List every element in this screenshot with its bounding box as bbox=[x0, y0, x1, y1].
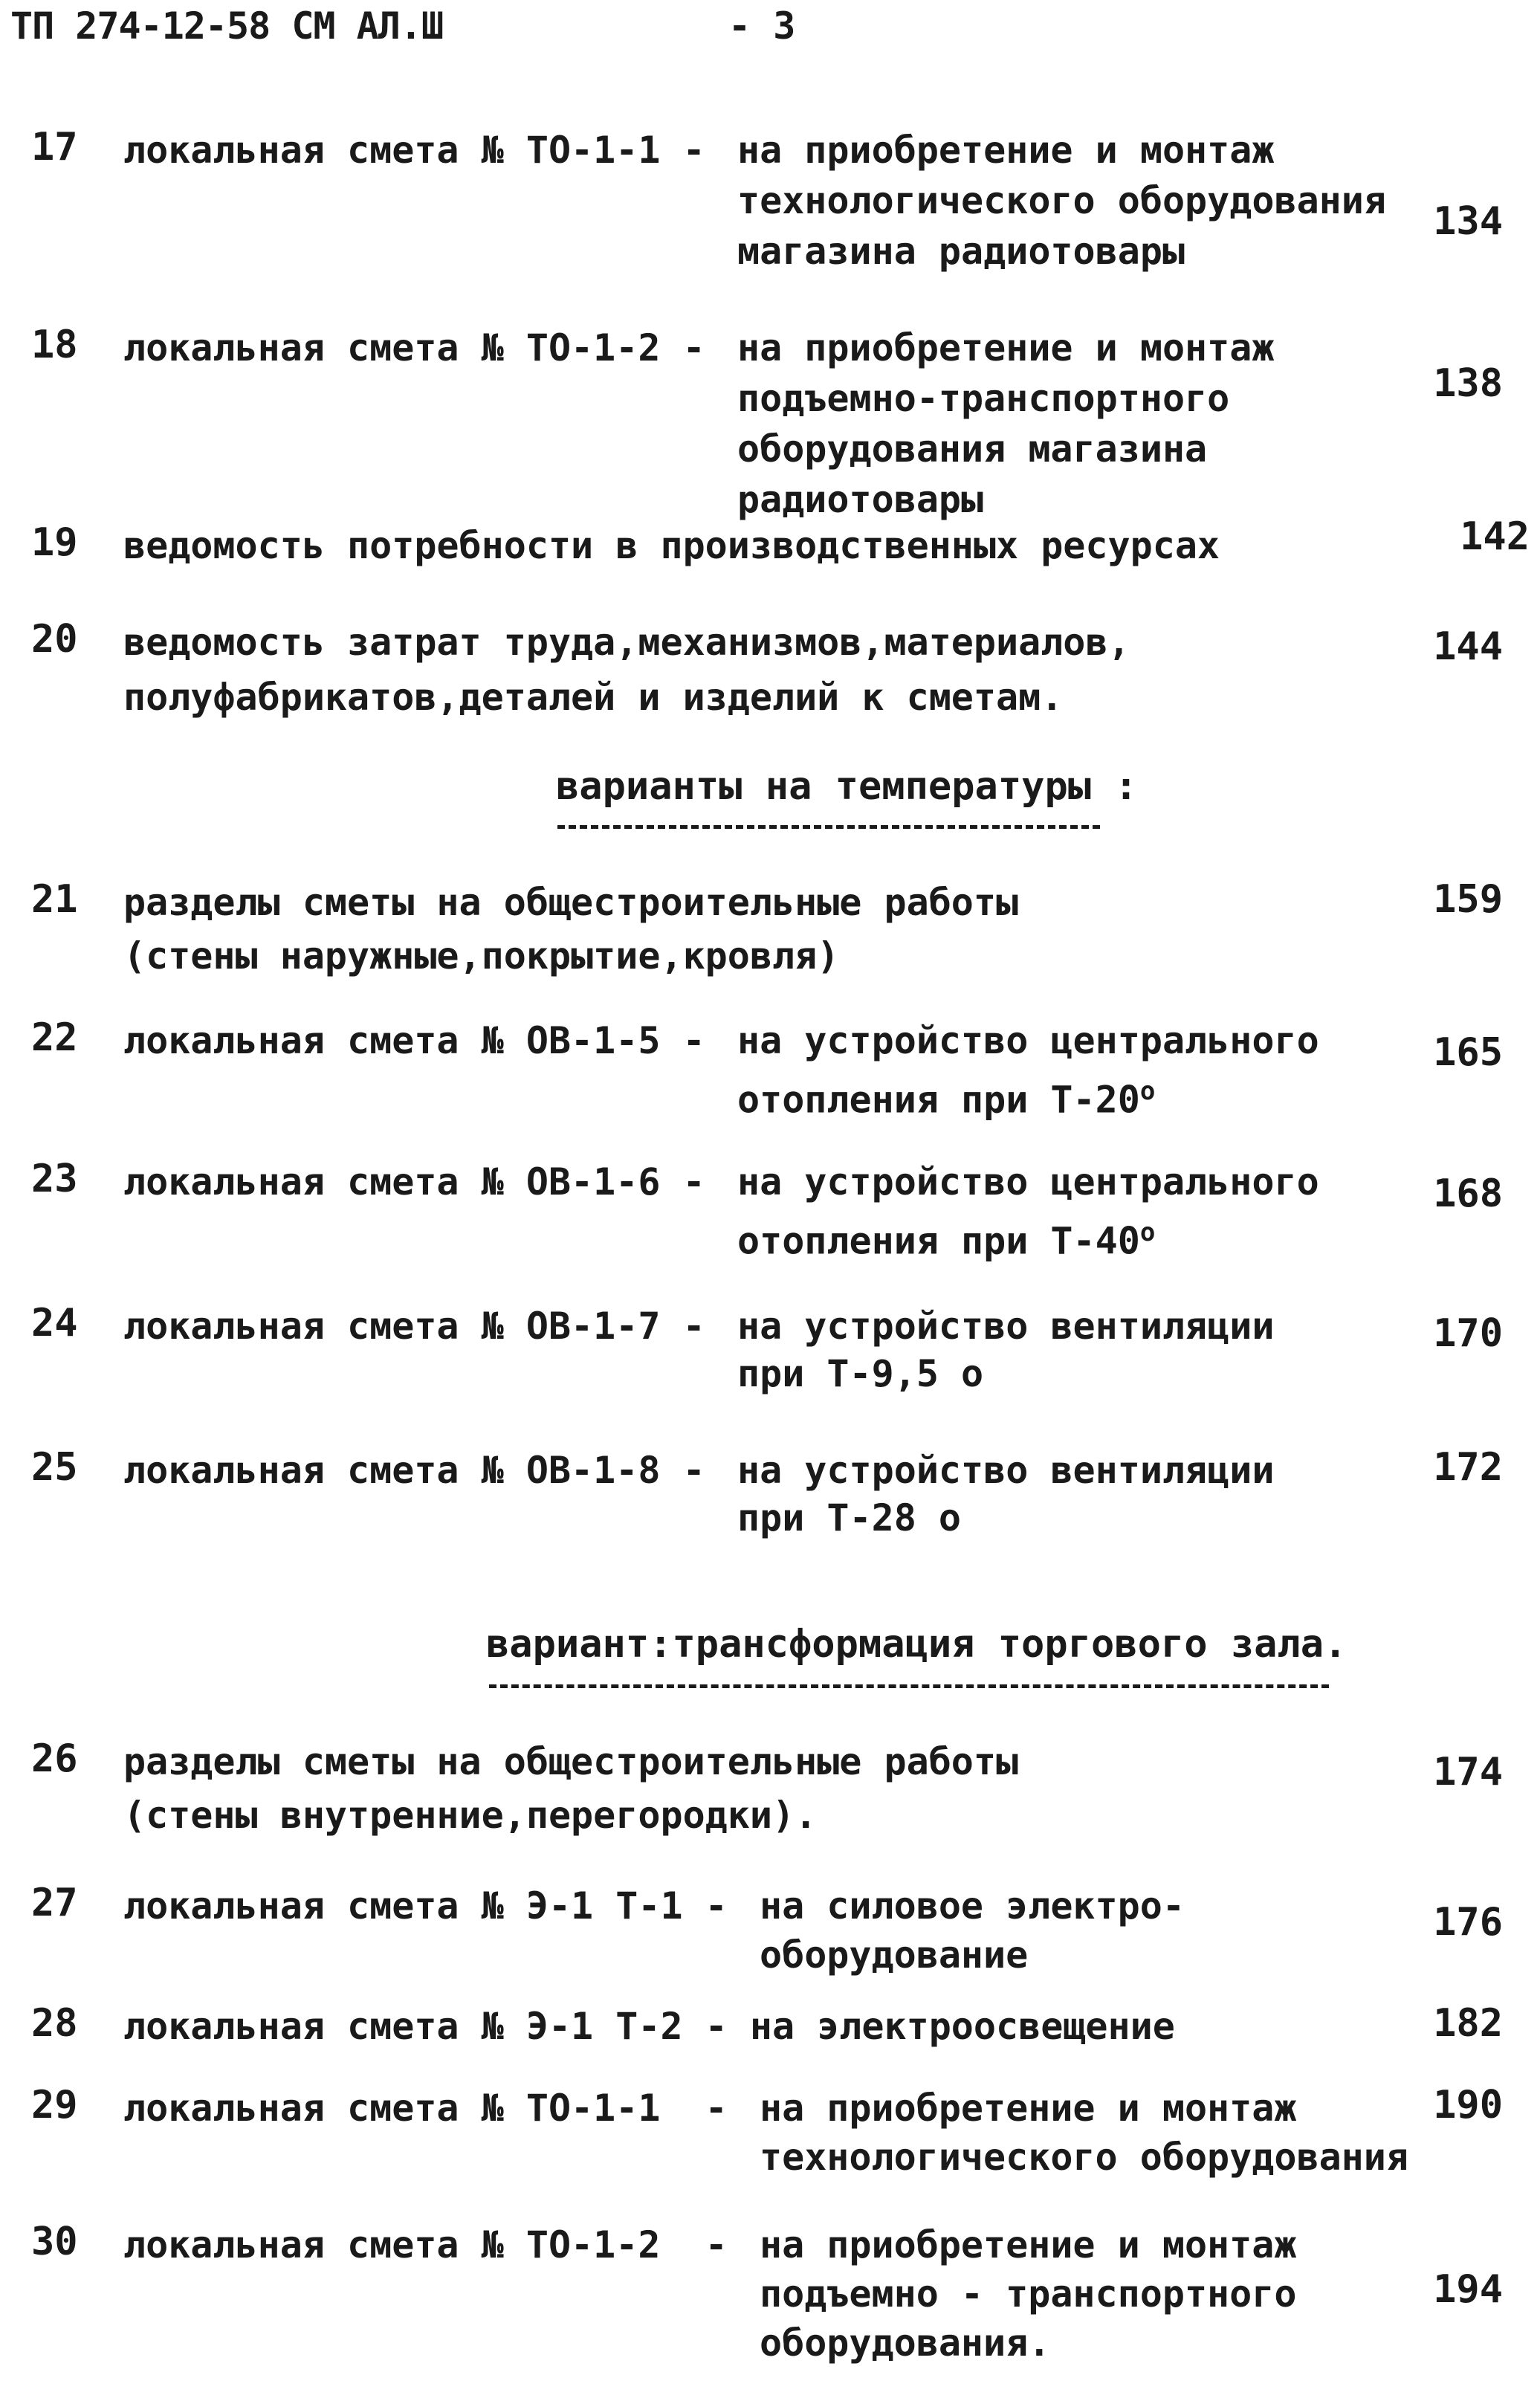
item-number: 19 bbox=[31, 520, 78, 565]
section-underline bbox=[489, 1684, 1329, 1688]
item-line: технологического оборудования bbox=[760, 2136, 1408, 2179]
item-line: подъемно - транспортного bbox=[760, 2272, 1297, 2316]
item-label: локальная смета № ОВ-1-5 - bbox=[123, 1019, 728, 1062]
item-line: на устройство вентиляции bbox=[737, 1305, 1275, 1348]
item-number: 26 bbox=[31, 1736, 78, 1781]
item-line bbox=[737, 1207, 1155, 1267]
item-line-text: отопления при Т-40 bbox=[737, 1219, 1140, 1263]
item-label: локальная смета № ТО-1-1 - bbox=[123, 2087, 750, 2130]
item-line: оборудование bbox=[760, 1933, 1029, 1977]
item-page: 190 bbox=[1433, 2083, 1503, 2127]
item-page: 172 bbox=[1433, 1445, 1503, 1490]
item-number: 17 bbox=[31, 125, 78, 169]
section-underline bbox=[557, 825, 1100, 829]
item-number: 24 bbox=[31, 1301, 78, 1345]
item-page: 170 bbox=[1433, 1311, 1503, 1356]
page-number: - 3 bbox=[728, 4, 796, 48]
item-number: 28 bbox=[31, 2001, 78, 2046]
item-page: 159 bbox=[1433, 877, 1503, 922]
item-label: ведомость потребности в производственных ресурсах bbox=[123, 524, 1220, 567]
item-page: 138 bbox=[1433, 361, 1503, 406]
degree-mark: о bbox=[1139, 1076, 1156, 1106]
item-line: на устройство центрального bbox=[737, 1019, 1319, 1062]
item-line: на приобретение и монтаж bbox=[737, 129, 1275, 172]
item-label: локальная смета № Э-1 Т-1 - bbox=[123, 1884, 750, 1927]
item-line: подъемно-транспортного bbox=[737, 377, 1230, 420]
item-line: оборудования магазина bbox=[737, 427, 1208, 471]
item-page: 165 bbox=[1433, 1030, 1503, 1075]
item-label: локальная смета № ТО-1-1 - bbox=[123, 129, 728, 172]
item-page: 174 bbox=[1433, 1750, 1503, 1794]
item-line: технологического оборудования bbox=[737, 179, 1386, 222]
item-label: ведомость затрат труда,механизмов,материалов, bbox=[123, 621, 1130, 664]
item-label: локальная смета № ОВ-1-6 - bbox=[123, 1160, 728, 1203]
item-line: на приобретение и монтаж bbox=[760, 2223, 1297, 2266]
item-number: 21 bbox=[31, 877, 78, 922]
item-line: радиотовары bbox=[737, 478, 984, 521]
item-number: 30 bbox=[31, 2220, 78, 2264]
section-heading: вариант:трансформация торгового зала. bbox=[486, 1622, 1348, 1667]
item-line: на устройство центрального bbox=[737, 1160, 1319, 1203]
document-code: ТП 274-12-58 СМ АЛ.Ш bbox=[10, 4, 444, 48]
item-label: локальная смета № ТО-1-2 - bbox=[123, 2223, 750, 2266]
item-line: магазина радиотовары bbox=[737, 230, 1185, 273]
item-line: на приобретение и монтаж bbox=[760, 2087, 1297, 2130]
item-line: при Т-9,5 о bbox=[737, 1352, 984, 1395]
item-line: полуфабрикатов,деталей и изделий к сметам. bbox=[123, 676, 1064, 719]
item-label: локальная смета № ОВ-1-7 - bbox=[123, 1305, 728, 1348]
item-label: разделы сметы на общестроительные работы bbox=[123, 881, 1019, 924]
item-page: 176 bbox=[1433, 1900, 1503, 1945]
item-label: разделы сметы на общестроительные работы bbox=[123, 1740, 1019, 1783]
item-line: (стены наружные,покрытие,кровля) bbox=[123, 934, 840, 977]
item-number: 23 bbox=[31, 1157, 78, 1201]
item-line: при Т-28 о bbox=[737, 1496, 962, 1539]
item-label: локальная смета № Э-1 Т-2 - на электроосвещение bbox=[123, 2005, 1175, 2048]
item-page: 144 bbox=[1433, 624, 1503, 669]
item-line: на устройство вентиляции bbox=[737, 1449, 1275, 1492]
item-number: 20 bbox=[31, 617, 78, 662]
section-heading: варианты на температуры : bbox=[556, 764, 1138, 809]
item-line: (стены внутренние,перегородки). bbox=[123, 1794, 818, 1837]
item-line-text: отопления при Т-20 bbox=[737, 1078, 1140, 1122]
item-page: 194 bbox=[1433, 2267, 1503, 2312]
item-number: 22 bbox=[31, 1015, 78, 1060]
item-number: 29 bbox=[31, 2083, 78, 2127]
item-page: 168 bbox=[1433, 1172, 1503, 1216]
item-line bbox=[737, 1066, 1155, 1125]
item-line: оборудования. bbox=[760, 2321, 1051, 2365]
item-label: локальная смета № ОВ-1-8 - bbox=[123, 1449, 728, 1492]
item-page: 142 bbox=[1460, 514, 1530, 559]
item-page: 182 bbox=[1433, 2001, 1503, 2046]
item-page: 134 bbox=[1433, 199, 1503, 244]
item-number: 25 bbox=[31, 1445, 78, 1490]
item-number: 18 bbox=[31, 323, 78, 367]
degree-mark: о bbox=[1139, 1218, 1156, 1247]
item-label: локальная смета № ТО-1-2 - bbox=[123, 326, 728, 369]
item-number: 27 bbox=[31, 1881, 78, 1925]
item-line: на силовое электро- bbox=[760, 1884, 1185, 1927]
item-line: на приобретение и монтаж bbox=[737, 326, 1275, 369]
